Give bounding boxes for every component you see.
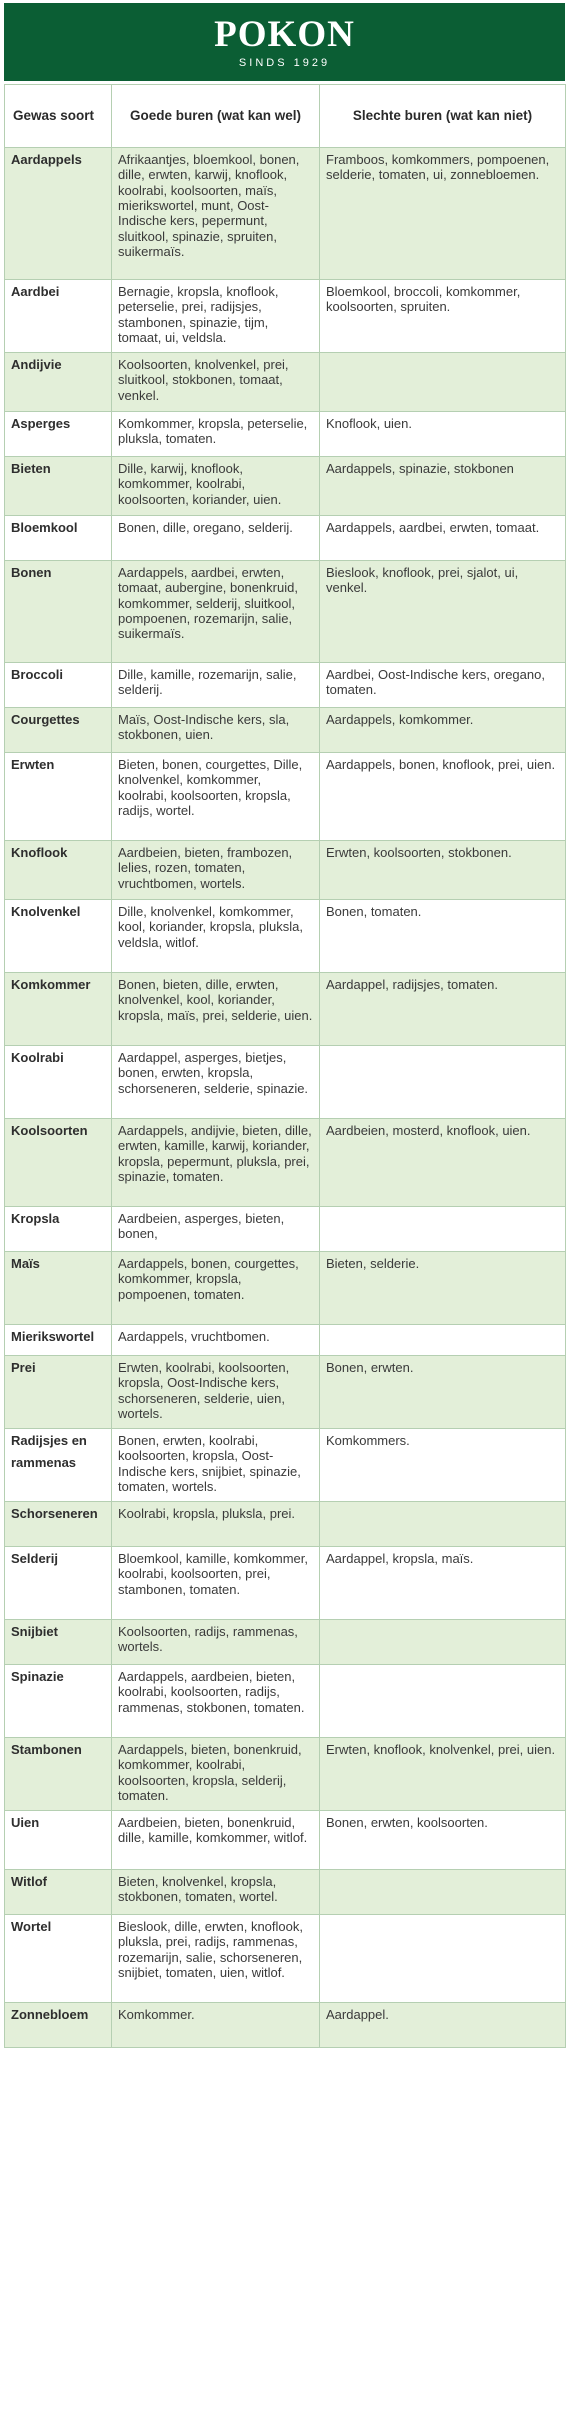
table-row — [5, 412, 566, 457]
crop-cell: Spinazie — [5, 1665, 112, 1738]
companion-planting-table — [4, 84, 566, 2048]
good-neighbours-cell: Bernagie, kropsla, knoflook, peterselie, prei, radijsjes, stambonen, spinazie, tijm, tomaat, ui, veldsla. — [112, 280, 320, 353]
crop-cell: Kropsla — [5, 1207, 112, 1252]
crop-cell: Koolrabi — [5, 1046, 112, 1119]
column-header-crop: Gewas soort — [5, 85, 112, 148]
good-neighbours-cell: Bieslook, dille, erwten, knoflook, pluksla, prei, radijs, rammenas, rozemarijn, salie, schorseneren, snijbiet, tomaten, uien, witlof. — [112, 1915, 320, 2003]
table-body — [5, 148, 566, 2048]
bad-neighbours-cell — [320, 1870, 566, 1915]
good-neighbours-cell: Dille, kamille, rozemarijn, salie, selderij. — [112, 663, 320, 708]
bad-neighbours-cell: Framboos, komkommers, pompoenen, selderie, tomaten, ui, zonnebloemen. — [320, 148, 566, 280]
table-row — [5, 148, 566, 280]
table-row — [5, 708, 566, 753]
table-row — [5, 1119, 566, 1207]
crop-cell: Aardappels — [5, 148, 112, 280]
crop-cell: Courgettes — [5, 708, 112, 753]
bad-neighbours-cell: Knoflook, uien. — [320, 412, 566, 457]
crop-cell: Koolsoorten — [5, 1119, 112, 1207]
table-row — [5, 1356, 566, 1429]
crop-cell: Asperges — [5, 412, 112, 457]
table-row — [5, 1252, 566, 1325]
bad-neighbours-cell — [320, 1620, 566, 1665]
table-header-row — [5, 85, 566, 148]
table-row — [5, 1870, 566, 1915]
bad-neighbours-cell — [320, 353, 566, 412]
bad-neighbours-cell — [320, 1046, 566, 1119]
bad-neighbours-cell: Aardbei, Oost-Indische kers, oregano, tomaten. — [320, 663, 566, 708]
bad-neighbours-cell — [320, 1325, 566, 1356]
brand-tagline: SINDS 1929 — [238, 56, 331, 69]
good-neighbours-cell: Komkommer. — [112, 2003, 320, 2048]
table-row — [5, 561, 566, 663]
bad-neighbours-cell: Erwten, knoflook, knolvenkel, prei, uien. — [320, 1738, 566, 1811]
table-row — [5, 1811, 566, 1870]
table-row — [5, 516, 566, 561]
good-neighbours-cell: Maïs, Oost-Indische kers, sla, stokbonen, uien. — [112, 708, 320, 753]
good-neighbours-cell: Aardappels, bonen, courgettes, komkommer, kropsla, pompoenen, tomaten. — [112, 1252, 320, 1325]
crop-cell: Stambonen — [5, 1738, 112, 1811]
crop-cell: Andijvie — [5, 353, 112, 412]
crop-cell: Witlof — [5, 1870, 112, 1915]
bad-neighbours-cell: Erwten, koolsoorten, stokbonen. — [320, 841, 566, 900]
crop-cell: Knoflook — [5, 841, 112, 900]
table-row — [5, 353, 566, 412]
brand-logo: POKON — [214, 13, 355, 55]
crop-cell: Bloemkool — [5, 516, 112, 561]
table-row — [5, 1207, 566, 1252]
good-neighbours-cell: Aardappels, vruchtbomen. — [112, 1325, 320, 1356]
table-row — [5, 1325, 566, 1356]
table-row — [5, 1620, 566, 1665]
good-neighbours-cell: Aardappels, aardbei, erwten, tomaat, aubergine, bonenkruid, komkommer, selderij, sluitkool, pompoenen, rozemarijn, salie, suikermaïs. — [112, 561, 320, 663]
good-neighbours-cell: Aardappels, bieten, bonenkruid, komkommer, koolrabi, koolsoorten, kropsla, selderij, tomaten. — [112, 1738, 320, 1811]
good-neighbours-cell: Bonen, bieten, dille, erwten, knolvenkel, kool, koriander, kropsla, maïs, prei, selderie, uien. — [112, 973, 320, 1046]
bad-neighbours-cell: Bieten, selderie. — [320, 1252, 566, 1325]
good-neighbours-cell: Koolrabi, kropsla, pluksla, prei. — [112, 1502, 320, 1547]
table-row — [5, 1429, 566, 1502]
crop-cell: Snijbiet — [5, 1620, 112, 1665]
table-row — [5, 1502, 566, 1547]
crop-cell: Selderij — [5, 1547, 112, 1620]
good-neighbours-cell: Komkommer, kropsla, peterselie, pluksla, tomaten. — [112, 412, 320, 457]
bad-neighbours-cell: Aardappels, komkommer. — [320, 708, 566, 753]
good-neighbours-cell: Koolsoorten, radijs, rammenas, wortels. — [112, 1620, 320, 1665]
table-row — [5, 1915, 566, 2003]
good-neighbours-cell: Aardappels, aardbeien, bieten, koolrabi, koolsoorten, radijs, rammenas, stokbonen, tomaten. — [112, 1665, 320, 1738]
bad-neighbours-cell: Bonen, erwten, koolsoorten. — [320, 1811, 566, 1870]
table-row — [5, 841, 566, 900]
good-neighbours-cell: Bieten, bonen, courgettes, Dille, knolvenkel, komkommer, koolrabi, koolsoorten, kropsla, radijs, wortel. — [112, 753, 320, 841]
table-row — [5, 2003, 566, 2048]
table-row — [5, 1547, 566, 1620]
crop-cell: Radijsjes en rammenas — [5, 1429, 112, 1502]
bad-neighbours-cell: Bonen, tomaten. — [320, 900, 566, 973]
bad-neighbours-cell: Komkommers. — [320, 1429, 566, 1502]
good-neighbours-cell: Bonen, dille, oregano, selderij. — [112, 516, 320, 561]
good-neighbours-cell: Bonen, erwten, koolrabi, koolsoorten, kropsla, Oost-Indische kers, snijbiet, spinazie, tomaten, wortels. — [112, 1429, 320, 1502]
bad-neighbours-cell: Aardbeien, mosterd, knoflook, uien. — [320, 1119, 566, 1207]
good-neighbours-cell: Aardappel, asperges, bietjes, bonen, erwten, kropsla, schorseneren, selderie, spinazie. — [112, 1046, 320, 1119]
crop-cell: Knolvenkel — [5, 900, 112, 973]
table-row — [5, 280, 566, 353]
crop-cell: Bonen — [5, 561, 112, 663]
table-row — [5, 457, 566, 516]
bad-neighbours-cell: Aardappel, kropsla, maïs. — [320, 1547, 566, 1620]
bad-neighbours-cell: Aardappels, bonen, knoflook, prei, uien. — [320, 753, 566, 841]
bad-neighbours-cell: Aardappels, aardbei, erwten, tomaat. — [320, 516, 566, 561]
bad-neighbours-cell: Aardappel, radijsjes, tomaten. — [320, 973, 566, 1046]
good-neighbours-cell: Koolsoorten, knolvenkel, prei, sluitkool, stokbonen, tomaat, venkel. — [112, 353, 320, 412]
column-header-bad-neighbours: Slechte buren (wat kan niet) — [320, 85, 566, 148]
column-header-good-neighbours: Goede buren (wat kan wel) — [112, 85, 320, 148]
crop-cell: Mierikswortel — [5, 1325, 112, 1356]
bad-neighbours-cell: Bloemkool, broccoli, komkommer, koolsoorten, spruiten. — [320, 280, 566, 353]
crop-cell: Maïs — [5, 1252, 112, 1325]
good-neighbours-cell: Dille, karwij, knoflook, komkommer, koolrabi, koolsoorten, koriander, uien. — [112, 457, 320, 516]
crop-cell: Aardbei — [5, 280, 112, 353]
good-neighbours-cell: Aardbeien, asperges, bieten, bonen, — [112, 1207, 320, 1252]
bad-neighbours-cell — [320, 1207, 566, 1252]
bad-neighbours-cell: Bieslook, knoflook, prei, sjalot, ui, venkel. — [320, 561, 566, 663]
crop-cell: Broccoli — [5, 663, 112, 708]
good-neighbours-cell: Bieten, knolvenkel, kropsla, stokbonen, tomaten, wortel. — [112, 1870, 320, 1915]
good-neighbours-cell: Aardbeien, bieten, frambozen, lelies, rozen, tomaten, vruchtbomen, wortels. — [112, 841, 320, 900]
bad-neighbours-cell: Aardappels, spinazie, stokbonen — [320, 457, 566, 516]
bad-neighbours-cell: Bonen, erwten. — [320, 1356, 566, 1429]
bad-neighbours-cell — [320, 1665, 566, 1738]
table-row — [5, 900, 566, 973]
good-neighbours-cell: Erwten, koolrabi, koolsoorten, kropsla, Oost-Indische kers, schorseneren, selderie, uien, wortels. — [112, 1356, 320, 1429]
bad-neighbours-cell — [320, 1915, 566, 2003]
table-row — [5, 1046, 566, 1119]
good-neighbours-cell: Aardappels, andijvie, bieten, dille, erwten, kamille, karwij, koriander, kropsla, pepermunt, pluksla, prei, spinazie, tomaten. — [112, 1119, 320, 1207]
good-neighbours-cell: Afrikaantjes, bloemkool, bonen, dille, erwten, karwij, knoflook, koolrabi, koolsoorten, maïs, mierikswortel, munt, Oost-Indische kers, pepermunt, sluitkool, spinazie, spruiten, suikermaïs. — [112, 148, 320, 280]
crop-cell: Uien — [5, 1811, 112, 1870]
crop-cell: Erwten — [5, 753, 112, 841]
good-neighbours-cell: Aardbeien, bieten, bonenkruid, dille, kamille, komkommer, witlof. — [112, 1811, 320, 1870]
table-row — [5, 663, 566, 708]
table-row — [5, 1665, 566, 1738]
table-row — [5, 753, 566, 841]
crop-cell: Schorseneren — [5, 1502, 112, 1547]
crop-cell: Komkommer — [5, 973, 112, 1046]
bad-neighbours-cell: Aardappel. — [320, 2003, 566, 2048]
crop-cell: Bieten — [5, 457, 112, 516]
table-row — [5, 973, 566, 1046]
crop-cell: Wortel — [5, 1915, 112, 2003]
good-neighbours-cell: Dille, knolvenkel, komkommer, kool, koriander, kropsla, pluksla, veldsla, witlof. — [112, 900, 320, 973]
brand-header — [4, 3, 565, 81]
table-row — [5, 1738, 566, 1811]
good-neighbours-cell: Bloemkool, kamille, komkommer, koolrabi, koolsoorten, prei, stambonen, tomaten. — [112, 1547, 320, 1620]
crop-cell: Prei — [5, 1356, 112, 1429]
bad-neighbours-cell — [320, 1502, 566, 1547]
crop-cell: Zonnebloem — [5, 2003, 112, 2048]
